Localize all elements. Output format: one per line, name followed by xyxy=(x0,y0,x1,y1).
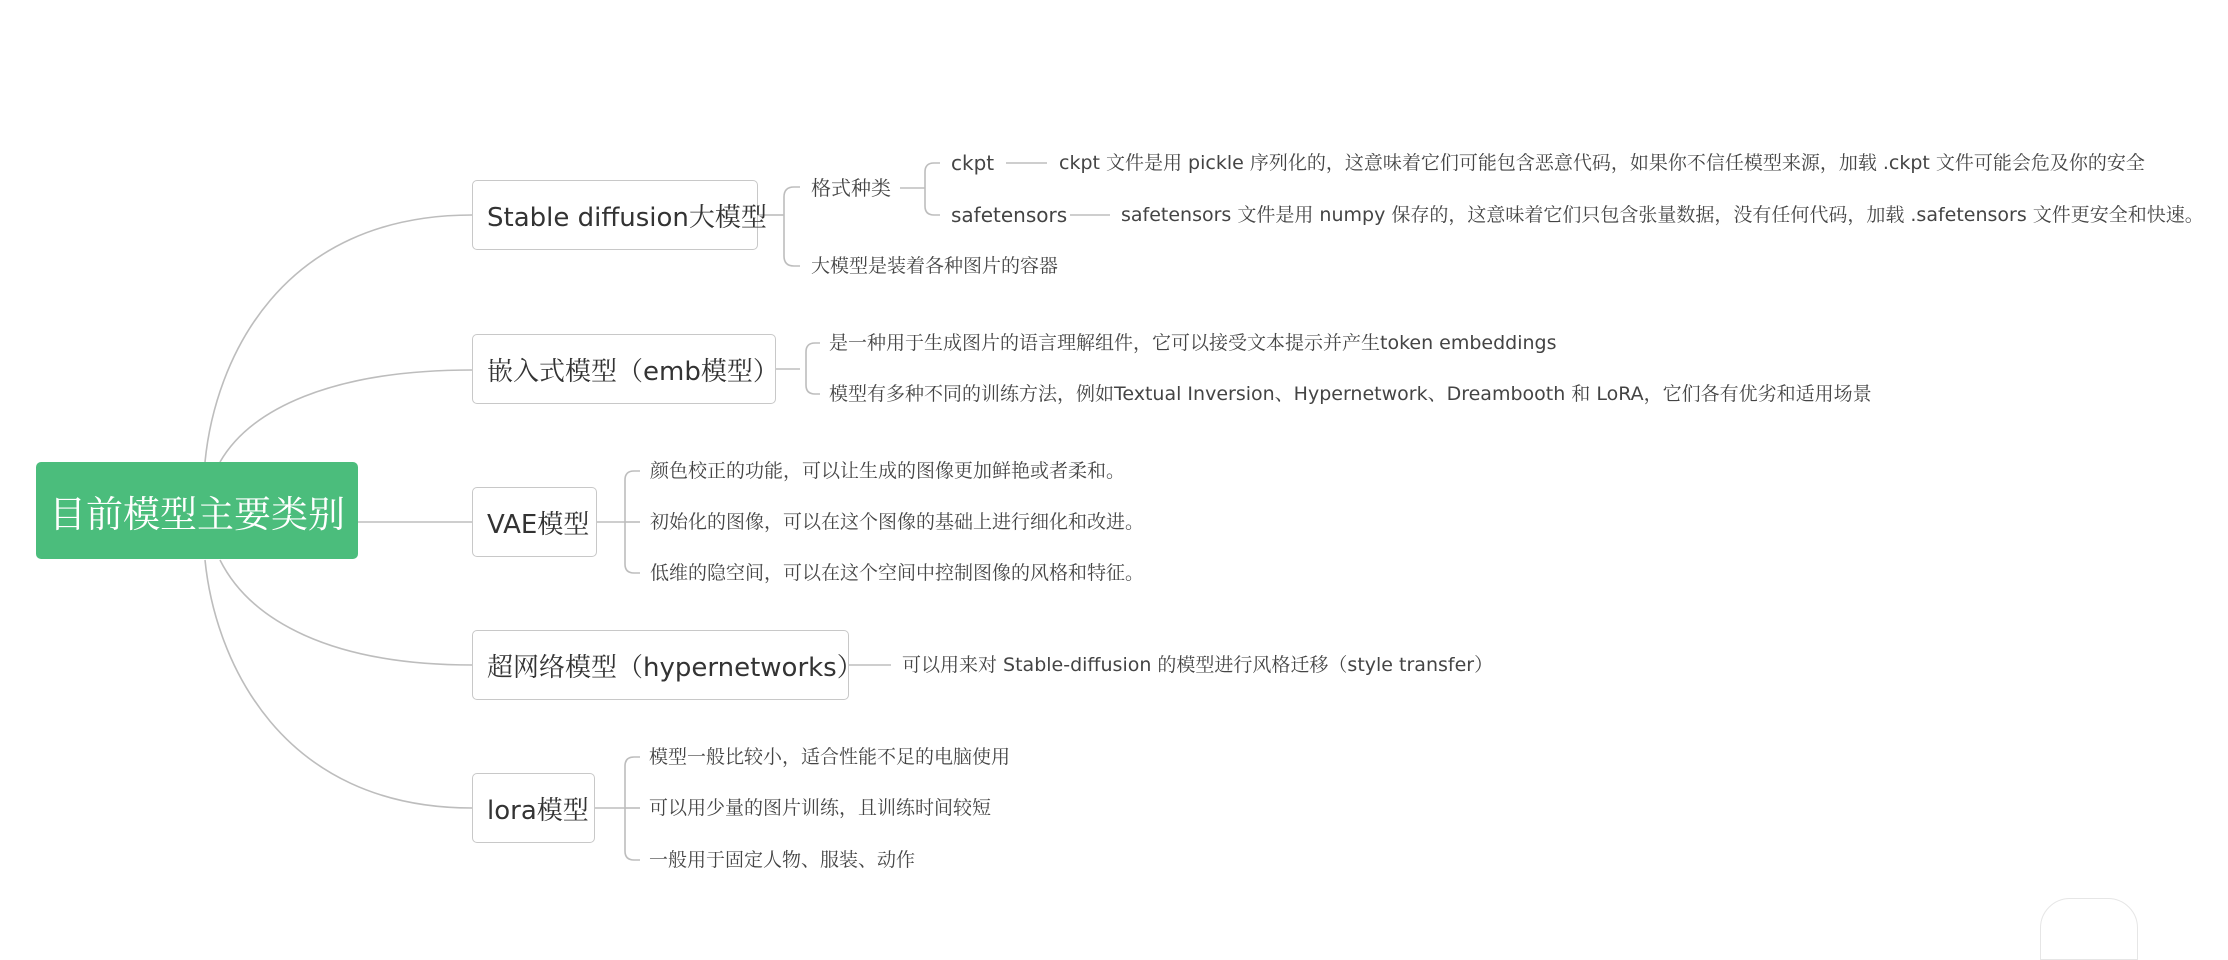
branch-label: 超网络模型（hypernetworks） xyxy=(487,652,863,683)
subtopic-model-container[interactable]: 大模型是装着各种图片的容器 xyxy=(811,255,1059,277)
embedding-desc-2[interactable]: 模型有多种不同的训练方法，例如Textual Inversion、Hypernetwork、Dreambooth 和 LoRA，它们各有优劣和适用场景 xyxy=(829,383,1872,405)
lora-desc-2[interactable]: 可以用少量的图片训练，且训练时间较短 xyxy=(649,797,992,819)
branch-label: VAE模型 xyxy=(487,509,590,540)
corner-mascot-icon xyxy=(2040,898,2138,960)
format-safetensors-description[interactable]: safetensors 文件是用 numpy 保存的，这意味着它们只包含张量数据，没有任何代码，加载 .safetensors 文件更安全和快速。 xyxy=(1121,204,2204,226)
embedding-desc-1[interactable]: 是一种用于生成图片的语言理解组件，它可以接受文本提示并产生token embeddings xyxy=(829,332,1557,354)
format-ckpt-description[interactable]: ckpt 文件是用 pickle 序列化的，这意味着它们可能包含恶意代码，如果你不信任模型来源，加载 .ckpt 文件可能会危及你的安全 xyxy=(1059,152,2145,174)
branch-label: lora模型 xyxy=(487,795,589,826)
format-safetensors[interactable]: safetensors xyxy=(951,203,1068,227)
branch-label: Stable diffusion大模型 xyxy=(487,202,767,233)
branch-label: 嵌入式模型（emb模型） xyxy=(487,356,779,387)
hypernetworks-desc[interactable]: 可以用来对 Stable-diffusion 的模型进行风格迁移（style transfer） xyxy=(902,654,1494,676)
vae-desc-1[interactable]: 颜色校正的功能，可以让生成的图像更加鲜艳或者柔和。 xyxy=(650,460,1126,482)
vae-desc-2[interactable]: 初始化的图像，可以在这个图像的基础上进行细化和改进。 xyxy=(650,511,1145,533)
lora-desc-3[interactable]: 一般用于固定人物、服装、动作 xyxy=(649,849,916,871)
lora-desc-1[interactable]: 模型一般比较小，适合性能不足的电脑使用 xyxy=(649,746,1011,768)
branch-embedding-model[interactable] xyxy=(472,334,779,404)
root-topic[interactable] xyxy=(36,462,358,559)
branch-hypernetworks[interactable] xyxy=(472,630,863,700)
branch-stable-diffusion[interactable] xyxy=(472,180,767,250)
vae-desc-3[interactable]: 低维的隐空间，可以在这个空间中控制图像的风格和特征。 xyxy=(650,562,1145,584)
format-ckpt[interactable]: ckpt xyxy=(951,151,995,175)
branch-vae-model[interactable] xyxy=(472,487,597,557)
subtopic-format-types[interactable]: 格式种类 xyxy=(811,176,891,200)
root-topic-label: 目前模型主要类别 xyxy=(49,492,345,536)
branch-lora-model[interactable] xyxy=(472,773,595,843)
